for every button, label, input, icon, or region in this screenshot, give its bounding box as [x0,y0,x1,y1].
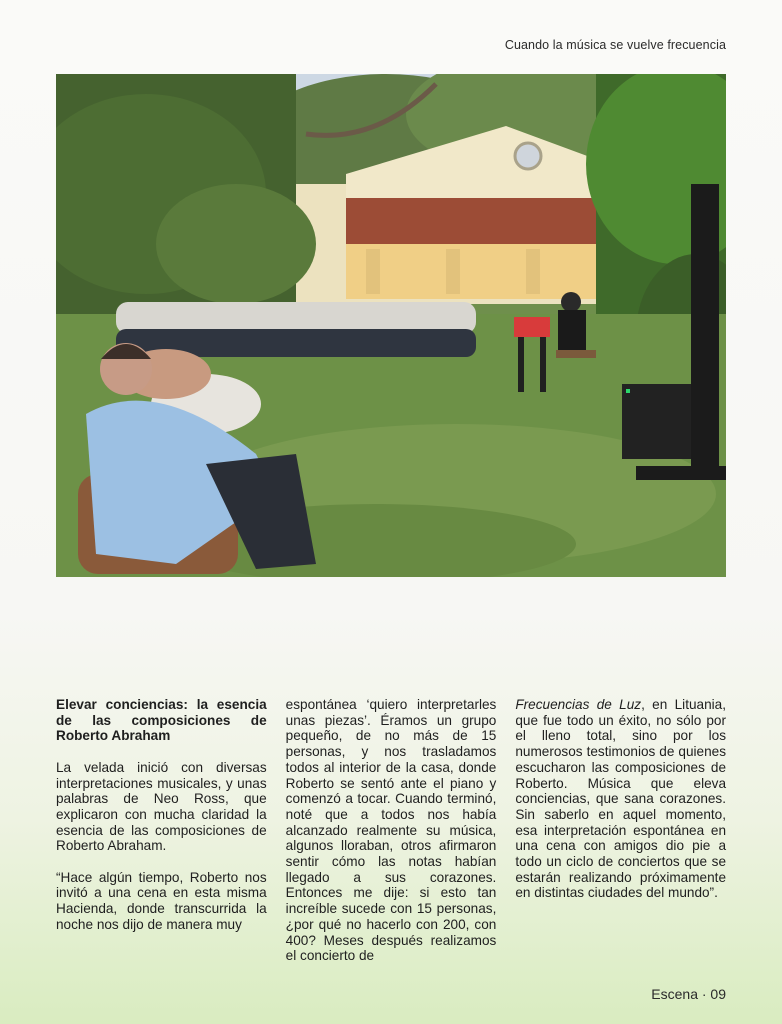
paragraph [515,697,726,901]
concert-title: Frecuencias de Luz [515,697,642,712]
column-3 [515,697,726,980]
column-2 [286,697,497,980]
paragraph: La velada inició con diversas interpretaciones musicales, y unas palabras de Neo Ross, que explicaron con mucha claridad la esencia de las composiciones de Roberto Abraham. [56,759,267,854]
paragraph: “Hace algún tiempo, Roberto nos invitó a una cena en esta misma Hacienda, donde transcurrida la noche nos dijo de manera muy [56,869,267,932]
page-folio: Escena · 09 [651,986,726,1002]
concert-photo [56,74,726,577]
article-body [56,697,726,980]
paragraph: espontánea ‘quiero interpretarles unas piezas’. Éramos un grupo pequeño, de no más de 15 personas, y nos trasladamos todos al interior de la casa, donde Roberto se sentó ante el piano y comenzó a tocar. Cuando terminó, noté que a todos nos había alcanzado realmente su música, algunos lloraban, otros afirmaron sentir cómo las notas habían llegado a sus corazones. Entonces me dije: si esto tan increíble sucede con 15 personas, ¿por qué no hacerlo con 200, con 400? Meses después realizamos el concierto de [285,697,497,964]
paragraph-text: , en Lituania, que fue todo un éxito, no sólo por el lleno total, sino por los numerosos testimonios de quienes escucharon las composiciones de Roberto. Música que eleva conciencias, que sana corazones. Sin saberlo en aquel momento, esa interpretación espontánea en una cena con amigos dio pie a todo un ciclo de conciertos que se estarán realizando próximamente en distintas ciudades del mundo”. [515,697,727,901]
article-heading: Elevar conciencias: la esencia de las composiciones de Roberto Abraham [56,697,267,744]
running-head: Cuando la música se vuelve frecuencia [504,38,726,52]
column-1 [56,697,267,980]
